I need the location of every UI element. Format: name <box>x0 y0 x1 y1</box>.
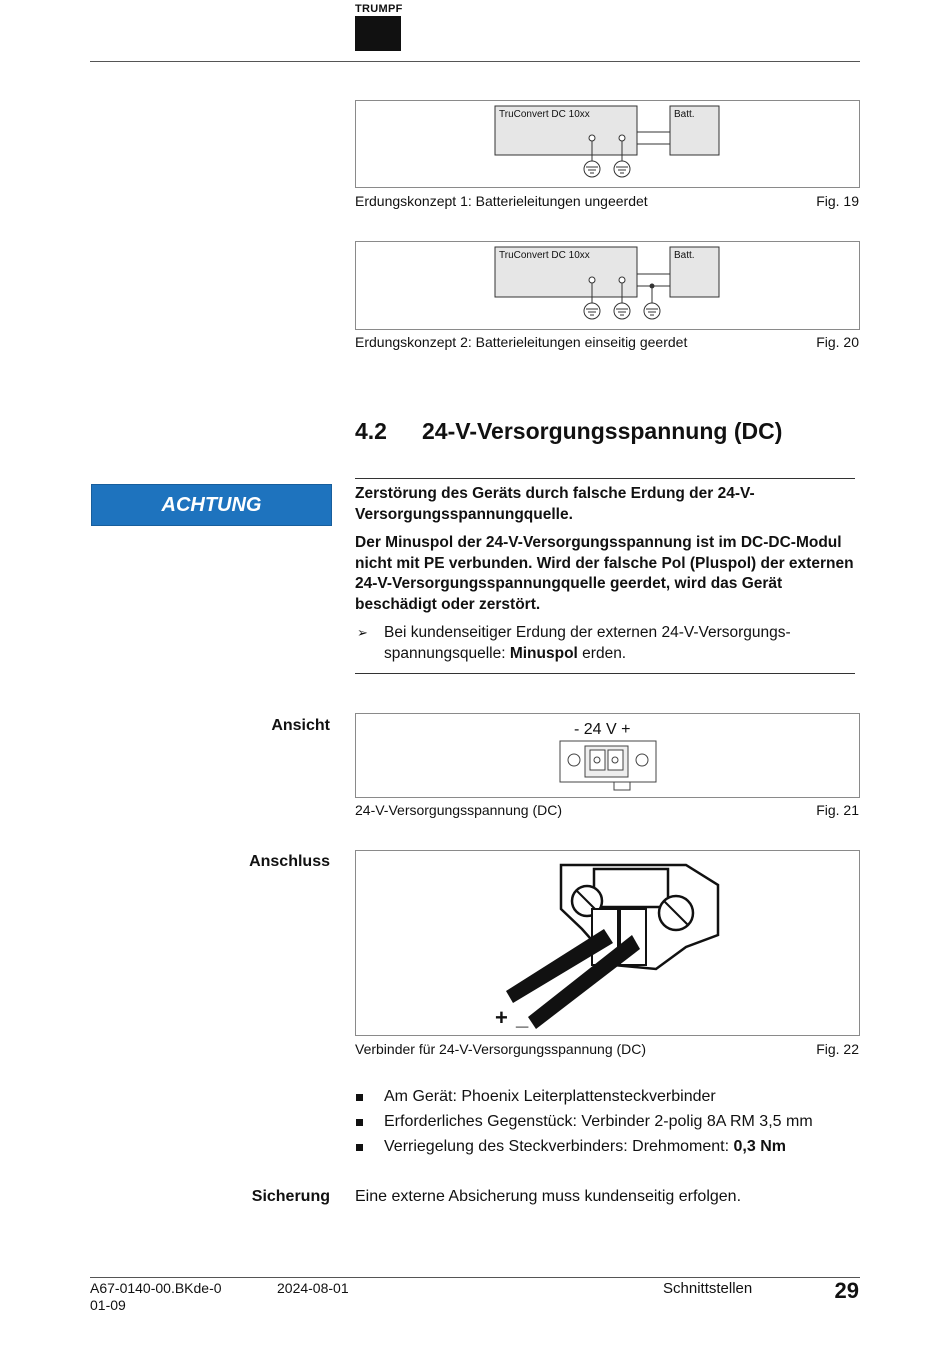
label-ansicht: Ansicht <box>271 717 330 734</box>
bullet-square-icon <box>356 1119 363 1126</box>
figure-21-caption: 24-V-Versorgungsspannung (DC) <box>355 802 563 818</box>
list-item: Am Gerät: Phoenix Leiterplattensteckverbinder <box>355 1087 875 1112</box>
footer-doc-id-line2: 01-09 <box>90 1297 126 1313</box>
warning-bottom-rule <box>355 673 855 674</box>
plus-sign: + <box>495 1005 508 1030</box>
footer-date: 2024-08-01 <box>277 1280 349 1296</box>
label-anschluss: Anschluss <box>249 853 330 870</box>
section-number: 4.2 <box>355 418 387 444</box>
voltage-label: - 24 V + <box>574 721 631 738</box>
label-sicherung: Sicherung <box>251 1188 330 1205</box>
section-title: 24-V-Versorgungsspannung (DC) <box>422 418 783 444</box>
device-label-1: TruConvert DC 10xx <box>499 109 590 120</box>
figure-21-box <box>355 713 860 798</box>
warning-body: Der Minuspol der 24-V-Versorgungsspannung ist im DC-DC-Modul nicht mit PE verbunden. Wird der falsche Pol (Pluspol) der externen 24-V-Versorgungsspannungquelle geerdet, wird das Gerät beschädigt oder zerstört. <box>355 534 854 613</box>
list-item: Erforderliches Gegenstück: Verbinder 2-polig 8A RM 3,5 mm <box>355 1112 875 1137</box>
trumpf-logo-block <box>355 16 401 51</box>
figure-22-box <box>355 850 860 1036</box>
device-label-2: TruConvert DC 10xx <box>499 250 590 261</box>
step-arrow-icon: ➢ <box>357 625 368 640</box>
warning-step: ➢ Bei kundenseitiger Erdung der externen 24-V-Versorgungs-spannungsquelle: Minuspol erden. <box>357 624 791 662</box>
bullet-square-icon <box>356 1144 363 1151</box>
grounding-diagram-2 <box>356 242 859 329</box>
grounding-diagram-1 <box>356 101 859 187</box>
figure-20-number: Fig. 20 <box>816 334 859 350</box>
sicherung-text: Eine externe Absicherung muss kundenseitig erfolgen. <box>355 1188 742 1205</box>
battery-label-2: Batt. <box>674 250 695 261</box>
warning-headline: Zerstörung des Geräts durch falsche Erdung der 24-V-Versorgungsspannungquelle. <box>355 485 755 523</box>
warning-label: ACHTUNG <box>91 484 332 526</box>
page-number: 29 <box>834 1278 859 1303</box>
figure-20-box <box>355 241 860 330</box>
figure-21-number: Fig. 21 <box>816 802 859 818</box>
terminal-view-diagram <box>356 714 859 797</box>
figure-22-number: Fig. 22 <box>816 1041 859 1057</box>
figure-19-box <box>355 100 860 188</box>
footer-doc-id-line1: A67-0140-00.BKde-0 <box>90 1280 222 1296</box>
figure-20-caption: Erdungskonzept 2: Batterieleitungen einseitig geerdet <box>355 334 688 350</box>
footer-chapter: Schnittstellen <box>663 1280 753 1297</box>
warning-top-rule <box>355 478 855 479</box>
figure-22-caption: Verbinder für 24-V-Versorgungsspannung (DC) <box>355 1041 647 1057</box>
header-rule <box>90 61 860 62</box>
warning-content <box>355 484 855 664</box>
bullet-square-icon <box>356 1094 363 1101</box>
connector-drawing <box>356 851 859 1035</box>
list-item: Verriegelung des Steckverbinders: Drehmoment: 0,3 Nm <box>355 1137 875 1162</box>
spec-list <box>355 1087 875 1162</box>
trumpf-logo-text: TRUMPF <box>355 3 403 15</box>
footer-rule <box>90 1277 860 1278</box>
figure-19-caption: Erdungskonzept 1: Batterieleitungen ungeerdet <box>355 193 648 209</box>
battery-label-1: Batt. <box>674 109 695 120</box>
minus-sign: _ <box>516 1005 529 1030</box>
figure-19-number: Fig. 19 <box>816 193 859 209</box>
section-heading <box>355 418 782 445</box>
